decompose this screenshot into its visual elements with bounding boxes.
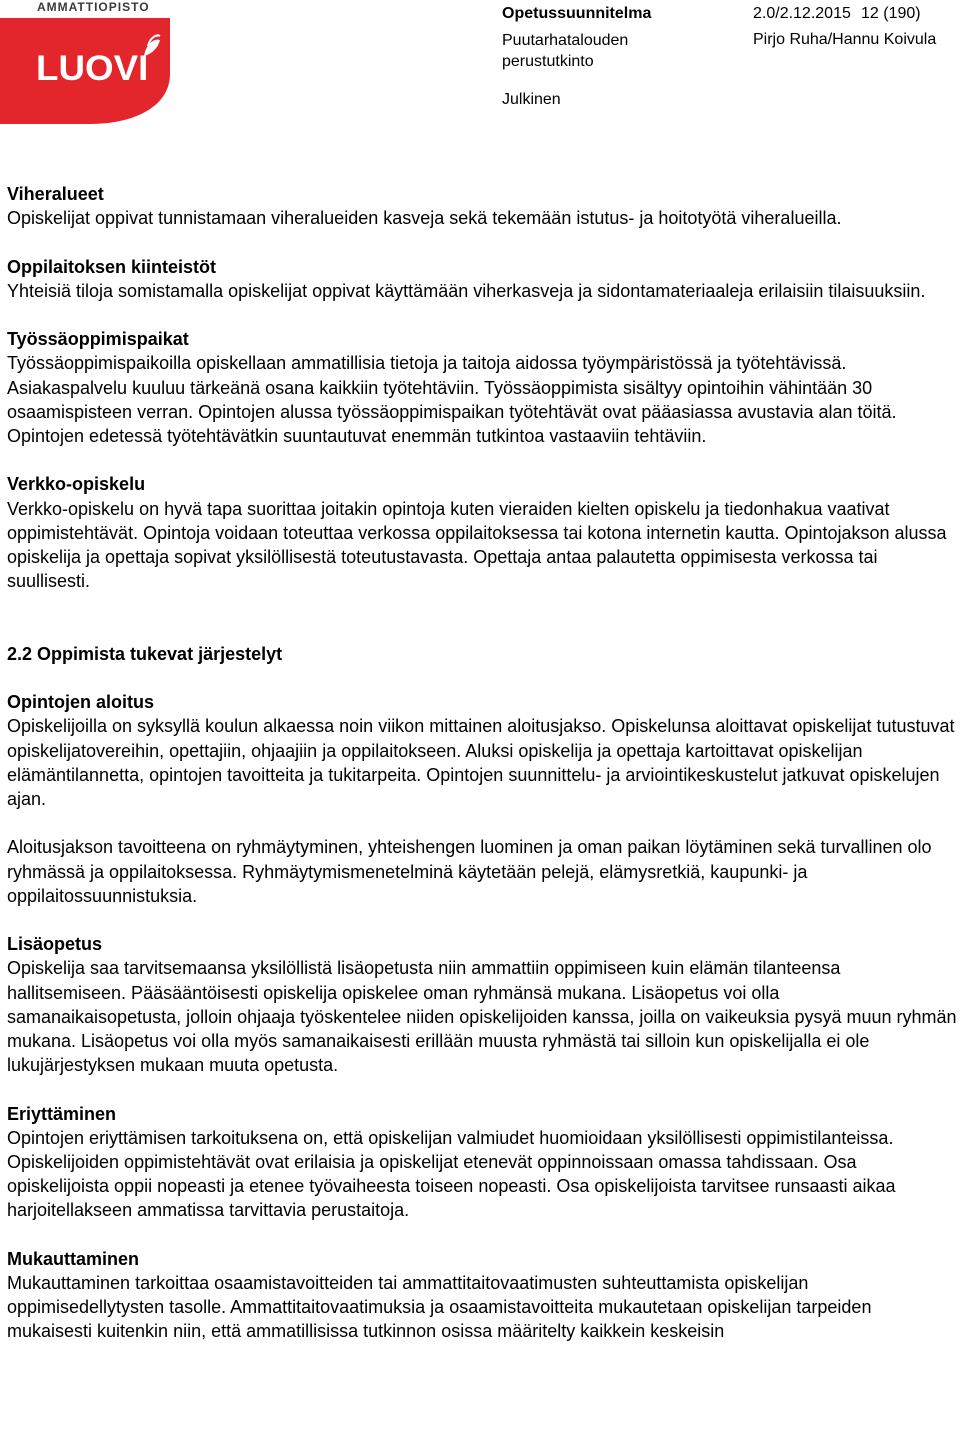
document-subtitle — [502, 30, 628, 72]
section-heading: Opintojen aloitus — [7, 692, 154, 713]
section-heading: Työssäoppimispaikat — [7, 329, 189, 350]
document-body — [7, 182, 957, 1368]
subtitle-line-1: Puutarhatalouden — [502, 32, 629, 49]
section-paragraph: Opintojen eriyttämisen tarkoituksena on, että opiskelijan valmiudet huomioidaan yksilöllisesti oppimistilanteissa. Opiskelijoiden oppimistehtävät ovat erilaisia ja opiskelijat etenevät oppinnoissaan omassa tahdissaan. Osa opiskelijoista oppii nopeasti ja etenee työvaiheesta toiseen nopeasti. Osa opiskelijoista tarvitsee runsaasti aikaa harjoitellakseen ammatissa tarvittavia perustaitoja. — [7, 1127, 896, 1221]
page-number: 12 (190) — [861, 5, 921, 22]
subtitle-line-2: perustutkinto — [502, 53, 594, 70]
section — [7, 835, 957, 908]
section — [7, 932, 957, 1077]
section-paragraph: Verkko-opiskelu on hyvä tapa suorittaa joitakin opintoja kuten vieraiden kielten opiskelu ja tiedonhakua vaativat oppimistehtävät. Opintoja voidaan toteuttaa verkossa oppilaitoksessa tai kotona internetin kautta. Opintojakson alussa opiskelija ja opettaja sopivat yksilöllisestä toteutustavasta. Opettaja antaa palautetta oppimisesta verkossa tai suullisesti. — [7, 498, 947, 592]
logo-top-text: AMMATTIOPISTO — [37, 0, 150, 14]
sections-group-a — [7, 182, 957, 593]
section-paragraph: Yhteisiä tiloja somistamalla opiskelijat oppivat käyttämään viherkasveja ja sidontamateriaaleja erilaisiin tilaisuuksiin. — [7, 280, 926, 301]
section — [7, 255, 957, 303]
section — [7, 182, 957, 230]
section-paragraph: Opiskelijat oppivat tunnistamaan viheralueiden kasveja sekä tekemään istutus- ja hoitotyötä viheralueilla. — [7, 208, 842, 229]
section — [7, 1102, 957, 1223]
document-classification: Julkinen — [502, 91, 561, 108]
section-paragraph: Aloitusjakson tavoitteena on ryhmäytyminen, yhteishengen luominen ja oman paikan löytäminen sekä turvallinen olo ryhmässä ja oppilaitoksessa. Ryhmäytymismenetelminä käytetään pelejä, elämysretkiä, kaupunki- ja oppilaitossuunnistuksia. — [7, 837, 932, 906]
section — [7, 472, 957, 593]
section-heading: Verkko-opiskelu — [7, 474, 146, 495]
section-paragraph: Opiskelijoilla on syksyllä koulun alkaessa noin viikon mittainen aloitusjakso. Opiskelunsa aloittavat opiskelijat tutustuvat opiskelijatovereihin, opettajiin, ohjaajiin ja oppilaitokseen. Aluksi opiskelija ja opettaja kartoittavat opiskelijan elämäntilannetta, opintojen tavoitteita ja tukitarpeita. Opintojen suunnittelu- ja arviointikeskustelut jatkuvat opiskelujen ajan. — [7, 716, 955, 809]
section-heading: Lisäopetus — [7, 934, 103, 955]
section-paragraph: Opiskelija saa tarvitsemaansa yksilöllistä lisäopetusta niin ammattiin oppimiseen kuin elämän tilanteensa hallitsemiseen. Pääsääntöisesti opiskelija opiskelee oman ryhmänsä mukana. Lisäopetus voi olla samanaikaisopetusta, jolloin ohjaaja työskentelee niiden opiskelijoiden kanssa, joilla on vaikeuksia pysyä muun ryhmän mukana. Lisäopetus voi olla myös samanaikaisesti erillään muusta ryhmästä tai silloin kun opiskelijalla ei ole lukujärjestyksen mukaan muuta opetusta. — [7, 958, 957, 1076]
section-heading: Mukauttaminen — [7, 1248, 140, 1269]
section — [7, 327, 957, 448]
section-paragraph: Työssäoppimispaikoilla opiskellaan ammatillisia tietoja ja taitoja aidossa työympäristössä ja työtehtävissä. Asiakaspalvelu kuuluu tärkeänä osana kaikkiin työtehtäviin. Työssäoppimista sisältyy opintoihin vähintään 30 osaamispisteen verran. Opintojen alussa työssäoppimispaikan työtehtävät ovat pääasiassa avustavia alan töitä. Opintojen edetessä työtehtävätkin suuntautuvat enemmän tutkintoa vastaaviin tehtäviin. — [7, 353, 897, 446]
section — [7, 1247, 957, 1344]
luovi-logo — [0, 0, 170, 125]
document-authors: Pirjo Ruha/Hannu Koivula — [753, 31, 937, 48]
document-title: Opetussuunnitelma — [502, 5, 652, 22]
logo-wordmark: LUOVI — [36, 49, 149, 88]
section-heading: Viheralueet — [7, 184, 104, 204]
section-heading: Eriyttäminen — [7, 1103, 117, 1124]
section — [7, 690, 957, 811]
sections-group-b — [7, 690, 957, 1343]
section-heading: Oppilaitoksen kiinteistöt — [7, 256, 217, 277]
section-paragraph: Mukauttaminen tarkoittaa osaamistavoitteiden tai ammattitaitovaatimusten suhteuttamista opiskelijan oppimisedellytysten tasolle. Ammattitaitovaatimuksia ja osaamistavoitteita mukautetaan opiskelijan tarpeiden mukaisesti kuitenkin niin, että ammatillisissa tutkinnon osissa määritelty kaikkein keskeisin — [7, 1273, 872, 1342]
chapter-heading: 2.2 Oppimista tukevat järjestelyt — [7, 643, 283, 664]
document-version-date: 2.0/2.12.2015 — [753, 5, 851, 22]
